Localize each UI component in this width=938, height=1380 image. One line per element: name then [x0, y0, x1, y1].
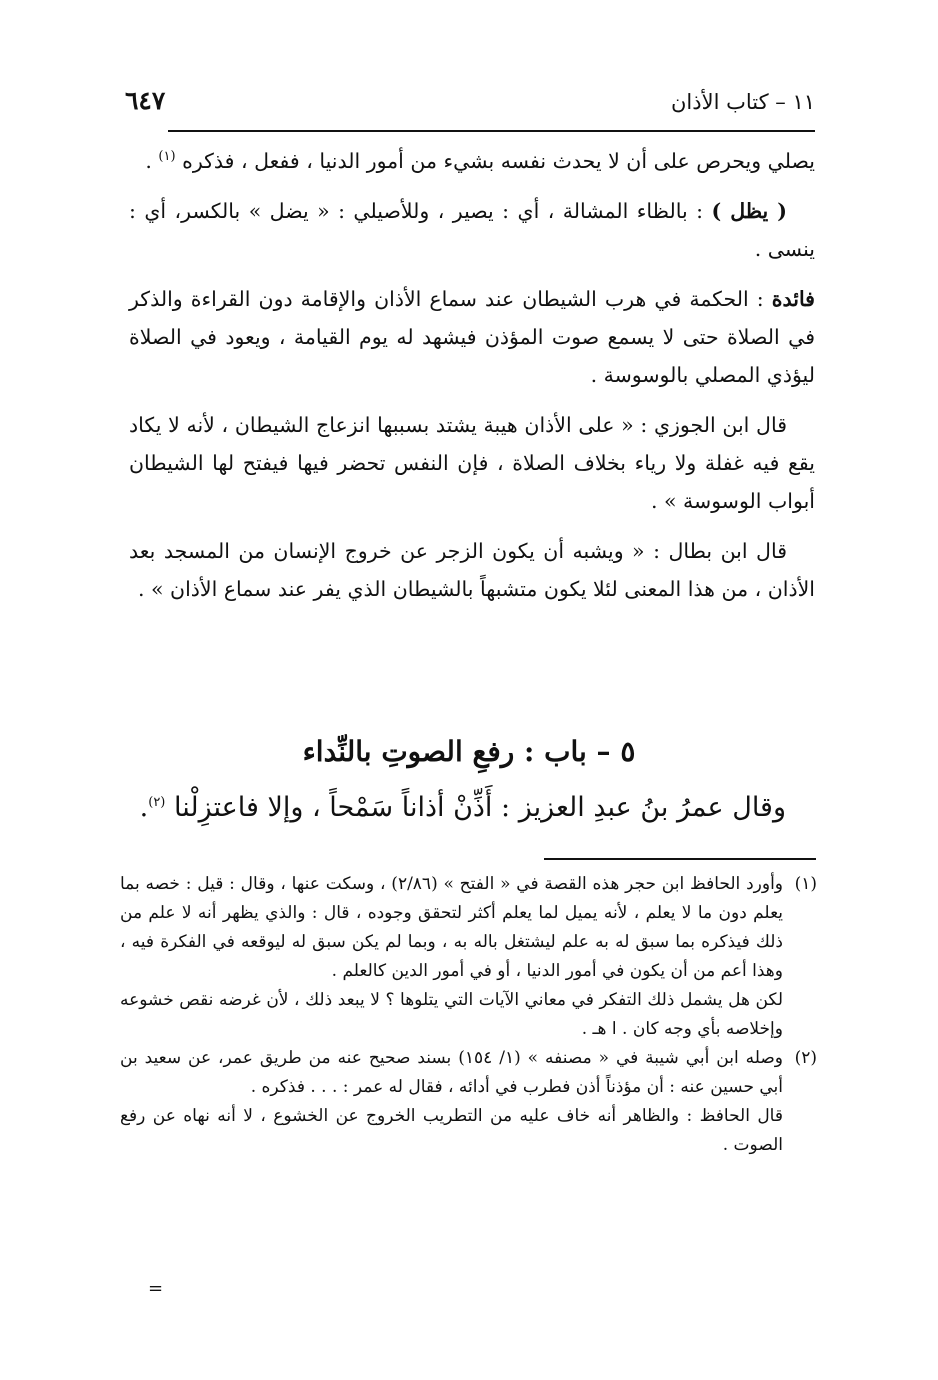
- paragraph-4: قال ابن الجوزي : « على الأذان هيبة يشتد بسببها انزعاج الشيطان ، لأنه لا يكاد يقع فيه غفلة ولا رياء بخلاف الصلاة ، فإن النفس تحضر فيها فيفتح لها الشيطان أبواب الوسوسة » .: [129, 413, 815, 513]
- section-quote: وقال عمرُ بنُ عبدِ العزيز : أَذِّنْ أذاناً سَمْحاً ، وإلا فاعتزِلْنا $^{(٢)}$.: [139, 792, 786, 823]
- page-number: ٦٤٧: [125, 86, 166, 115]
- paragraph-1: يصلي ويحرص على أن لا يحدث نفسه بشيء من أمور الدنيا ، ففعل ، فذكره $^{(١)}$ .: [145, 149, 815, 173]
- paragraph-2: ( يظل ) : بالظاء المشالة ، أي : يصير ، وللأصيلي : « يضل » بالكسر، أي : ينسى .: [129, 199, 815, 261]
- header-divider: [168, 130, 815, 132]
- footnote-number-2: (٢): [794, 1048, 817, 1068]
- footnote-2: (٢) وصله ابن أبي شيبة في « مصنفه » (١/ ١٥٤) بسند صحيح عنه من طريق عمر، عن سعيد بن أبي حسين عنه : أن مؤذناً أذن فطرب في أدائه ، فقال له عمر : . . . فذكره .: [120, 1044, 817, 1102]
- main-text: [129, 142, 815, 608]
- footnote-number-1: (١): [794, 874, 817, 894]
- continuation-mark: =: [148, 1278, 164, 1299]
- page-header: [125, 84, 815, 124]
- footnote-1-continued: لكن هل يشمل ذلك التفكر في معاني الآيات التي يتلوها ؟ لا يبعد ذلك ، لأن غرضه نقص خشوعه وإخلاصه بأي وجه كان . ا هـ .: [120, 990, 783, 1039]
- footnote-divider: [544, 858, 816, 860]
- footnote-ref-2: (٢): [148, 795, 166, 810]
- term-yazall: ( يظل ): [711, 199, 787, 223]
- section-heading: ٥ – باب : رفعِ الصوتِ بالنِّداء: [302, 735, 636, 768]
- paragraph-5: قال ابن بطال : « ويشبه أن يكون الزجر عن خروج الإنسان من المسجد بعد الأذان ، من هذا المعنى لئلا يكون متشبهاً بالشيطان الذي يفر عند سماع الأذان » .: [129, 539, 815, 601]
- term-faida: فائدة: [771, 287, 815, 311]
- chapter-title: ١١ – كتاب الأذان: [670, 90, 815, 114]
- footnote-2-continued: قال الحافظ : والظاهر أنه خاف عليه من التطريب الخروج عن الخشوع ، لا أنه نهاه عن رفع الصوت .: [120, 1106, 783, 1155]
- footnote-1: (١) وأورد الحافظ ابن حجر هذه القصة في « الفتح » (٢/٨٦) ، وسكت عنها ، وقال : قيل : خصه بما يعلم دون ما لا يعلم ، لأنه يميل لما يعلم أكثر لتحقق وجوده ، قال : والذي يظهر أنه لا علم من ذلك فيذكره بما سبق له به علم ليشتغل باله به ، وبما لم يكن سبق له ليوقعه في الفكرة فيه ، وهذا أعم من أن يكون في أمور الدنيا ، أو في أمور الدين كالعلم .: [120, 870, 817, 986]
- footnote-ref-1: (١): [158, 149, 176, 165]
- footnotes: [120, 870, 817, 1160]
- paragraph-3: فائدة : الحكمة في هرب الشيطان عند سماع الأذان والإقامة دون القراءة والذكر في الصلاة حتى لا يسمع صوت المؤذن فيشهد له يوم القيامة ، ويعود في الصلاة ليؤذي المصلي بالوسوسة .: [129, 287, 815, 387]
